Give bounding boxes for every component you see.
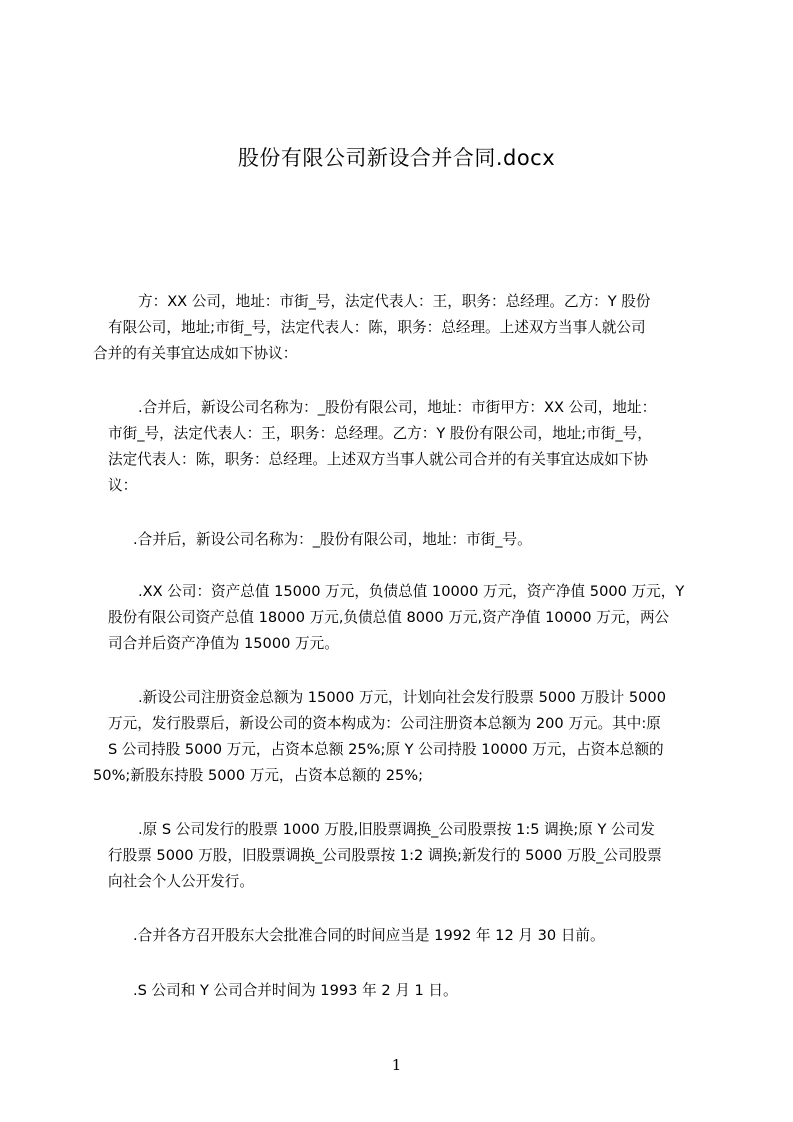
paragraph-8-line-1: .S 公司和 Y 公司合并时间为 1993 年 2 月 1 日。 <box>133 982 458 999</box>
page-number: 1 <box>391 1056 402 1074</box>
paragraph-5-line-2: 万元，发行股票后，新设公司的资本构成为：公司注册资本总额为 200 万元。其中:原 <box>108 715 661 732</box>
paragraph-5-line-3: S 公司持股 5000 万元，占资本总额 25%;原 Y 公司持股 10000 万元，占资本总额的 <box>108 741 664 758</box>
paragraph-1-line-1: 方：XX 公司，地址：市街_号，法定代表人：王，职务：总经理。乙方：Y 股份 <box>138 293 651 310</box>
paragraph-4-line-1: .XX 公司：资产总值 15000 万元，负债总值 10000 万元，资产净值 5000 万元，Y <box>138 583 685 600</box>
paragraph-2-line-2: 市街_号，法定代表人：王，职务：总经理。乙方：Y 股份有限公司，地址;市街_号， <box>108 425 652 442</box>
paragraph-3-line-1: .合并后，新设公司名称为：_股份有限公司，地址：市街_号。 <box>133 531 532 548</box>
paragraph-2-line-1: .合并后，新设公司名称为：_股份有限公司，地址：市街甲方：XX 公司，地址： <box>138 399 657 416</box>
paragraph-5-line-1: .新设公司注册资金总额为 15000 万元，计划向社会发行股票 5000 万股计 5000 <box>138 689 666 706</box>
paragraph-7-line-1: .合并各方召开股东大会批准合同的时间应当是 1992 年 12 月 30 日前。 <box>133 927 605 944</box>
paragraph-6-line-2: 行股票 5000 万股，旧股票调换_公司股票按 1:2 调换;新发行的 5000 万股_公司股票 <box>108 847 662 864</box>
paragraph-2-line-3: 法定代表人：陈，职务：总经理。上述双方当事人就公司合并的有关事宜达成如下协 <box>108 451 648 468</box>
paragraph-1-line-2: 有限公司，地址;市街_号，法定代表人：陈，职务：总经理。上述双方当事人就公司 <box>108 319 646 336</box>
paragraph-5-line-4: 50%;新股东持股 5000 万元，占资本总额的 25%; <box>93 767 424 784</box>
paragraph-6-line-1: .原 S 公司发行的股票 1000 万股,旧股票调换_公司股票按 1:5 调换;原 Y 公司发 <box>138 821 655 838</box>
paragraph-4-line-3: 司合并后资产净值为 15000 万元。 <box>108 635 339 652</box>
paragraph-6-line-3: 向社会个人公开发行。 <box>108 873 254 890</box>
document-title: 股份有限公司新设合并合同.docx <box>237 146 556 170</box>
paragraph-2-line-4: 议： <box>108 477 138 494</box>
paragraph-1-line-3: 合并的有关事宜达成如下协议： <box>93 345 298 362</box>
paragraph-4-line-2: 股份有限公司资产总值 18000 万元,负债总值 8000 万元,资产净值 10000 万元，两公 <box>108 609 670 626</box>
